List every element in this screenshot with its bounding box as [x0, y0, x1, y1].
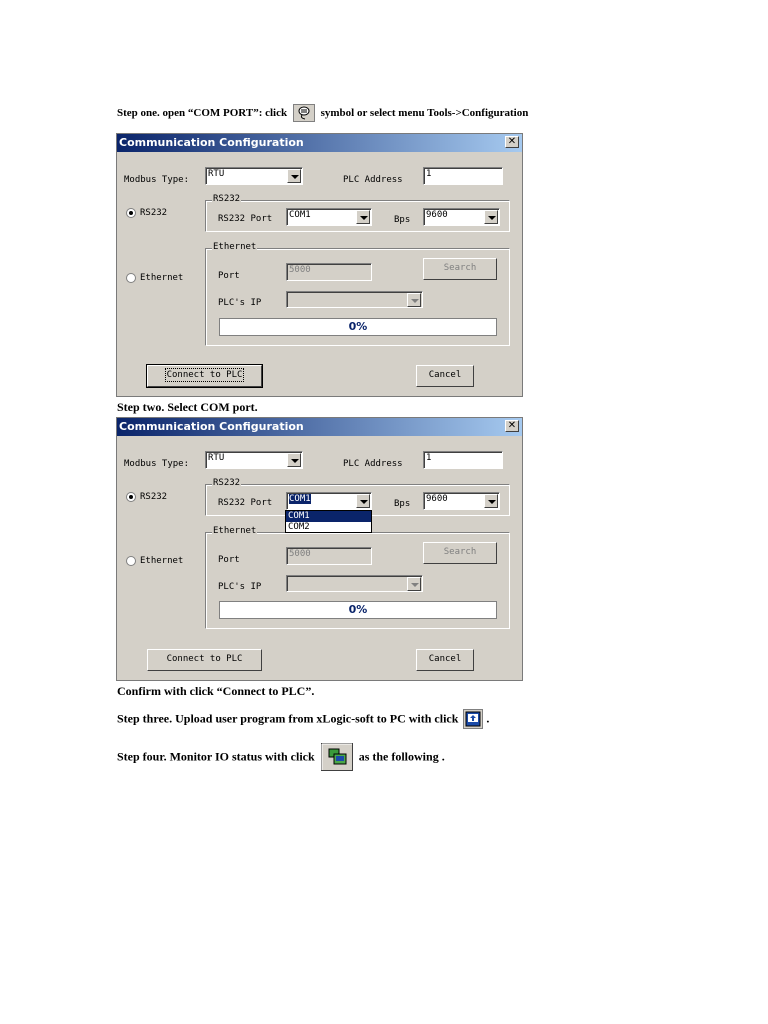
communication-config-dialog: [116, 133, 523, 397]
rs232-group-legend: RS232: [213, 478, 241, 488]
connection-progress: 0%: [219, 318, 497, 336]
dropdown-option-com2[interactable]: COM2: [288, 522, 310, 532]
cancel-button[interactable]: Cancel: [416, 649, 474, 671]
rs232-port-label: RS232 Port: [218, 214, 273, 224]
radio-unselected-icon[interactable]: [126, 273, 136, 283]
ethernet-radio-label: Ethernet: [140, 273, 184, 283]
port-input[interactable]: [286, 547, 372, 565]
plc-address-label: PLC Address: [343, 459, 403, 469]
radio-unselected-icon[interactable]: [126, 556, 136, 566]
chevron-down-icon[interactable]: [407, 577, 421, 591]
chevron-down-icon[interactable]: [356, 494, 370, 508]
plc-ip-label: PLC's IP: [218, 582, 262, 592]
chevron-down-icon[interactable]: [287, 453, 301, 467]
upload-icon[interactable]: [463, 709, 483, 729]
plc-ip-label: PLC's IP: [218, 298, 262, 308]
step-one-text-after: symbol or select menu Tools->Configuration: [320, 107, 529, 119]
connect-to-plc-button[interactable]: [147, 365, 262, 387]
step-two-instruction: Step two. Select COM port.: [117, 400, 258, 414]
plc-address-input[interactable]: [423, 167, 503, 185]
rs232-port-select[interactable]: [286, 492, 372, 510]
step-four-instruction: [117, 743, 445, 771]
modbus-type-value: RTU: [208, 169, 225, 179]
bps-select[interactable]: [423, 492, 500, 510]
close-button[interactable]: ✕: [505, 136, 519, 148]
monitor-io-icon[interactable]: [321, 743, 353, 771]
communication-config-dialog: [116, 417, 523, 681]
port-label: Port: [218, 555, 240, 565]
step-three-text: Step three. Upload user program from xLogic-soft to PC with click: [117, 711, 459, 726]
search-button[interactable]: Search: [423, 542, 497, 564]
modbus-type-select[interactable]: [205, 167, 303, 185]
rs232-port-select[interactable]: [286, 208, 372, 226]
step-four-text-after: as the following .: [358, 749, 445, 764]
connection-progress: 0%: [219, 601, 497, 619]
step-four-text: Step four. Monitor IO status with click: [117, 749, 315, 764]
rs232-port-value: COM1: [289, 494, 311, 504]
rs232-radio-label: RS232: [140, 208, 168, 218]
radio-selected-icon[interactable]: [126, 492, 136, 502]
ethernet-radio[interactable]: [126, 273, 183, 283]
port-label: Port: [218, 271, 240, 281]
step-three-instruction: [117, 709, 489, 729]
modbus-type-select[interactable]: [205, 451, 303, 469]
dialog-title: Communication Configuration: [119, 136, 304, 149]
plc-address-value: 1: [426, 169, 432, 179]
dialog-titlebar: [117, 134, 522, 152]
port-value: 5000: [289, 549, 311, 559]
step-one-text: Step one. open “COM PORT”: click: [117, 107, 288, 119]
dropdown-option-com1[interactable]: COM1: [286, 511, 371, 522]
step-three-text-after: .: [486, 711, 490, 726]
close-button[interactable]: ✕: [505, 420, 519, 432]
radio-selected-icon[interactable]: [126, 208, 136, 218]
ethernet-group-legend: Ethernet: [213, 242, 257, 252]
plc-ip-select[interactable]: [286, 575, 423, 592]
ethernet-group-legend: Ethernet: [213, 526, 257, 536]
port-value: 5000: [289, 265, 311, 275]
chevron-down-icon[interactable]: [407, 293, 421, 307]
bps-value: 9600: [426, 494, 448, 504]
chevron-down-icon[interactable]: [484, 494, 498, 508]
rs232-radio[interactable]: [126, 492, 167, 502]
connect-to-plc-button[interactable]: Connect to PLC: [147, 649, 262, 671]
connect-to-plc-label: Connect to PLC: [166, 370, 243, 380]
ethernet-radio[interactable]: [126, 556, 183, 566]
dialog-title: Communication Configuration: [119, 420, 304, 433]
ethernet-group: [205, 242, 510, 346]
port-input[interactable]: [286, 263, 372, 281]
bps-value: 9600: [426, 210, 448, 220]
bps-label: Bps: [394, 215, 411, 225]
chevron-down-icon[interactable]: [287, 169, 301, 183]
bps-select[interactable]: [423, 208, 500, 226]
com-port-icon[interactable]: [293, 104, 315, 122]
com-port-dropdown-list[interactable]: [285, 510, 372, 533]
rs232-radio[interactable]: [126, 208, 167, 218]
rs232-group-legend: RS232: [213, 194, 241, 204]
search-button[interactable]: Search: [423, 258, 497, 280]
rs232-port-value: COM1: [289, 210, 311, 220]
plc-address-label: PLC Address: [343, 175, 403, 185]
step-one-instruction: [117, 104, 528, 122]
confirm-instruction: Confirm with click “Connect to PLC”.: [117, 684, 315, 698]
modbus-type-value: RTU: [208, 453, 225, 463]
dialog-titlebar: [117, 418, 522, 436]
rs232-radio-label: RS232: [140, 492, 168, 502]
rs232-port-label: RS232 Port: [218, 498, 273, 508]
rs232-group: [205, 194, 510, 232]
plc-ip-select[interactable]: [286, 291, 423, 308]
modbus-type-label: Modbus Type:: [124, 175, 190, 185]
chevron-down-icon[interactable]: [356, 210, 370, 224]
modbus-type-label: Modbus Type:: [124, 459, 190, 469]
chevron-down-icon[interactable]: [484, 210, 498, 224]
bps-label: Bps: [394, 499, 411, 509]
plc-address-input[interactable]: [423, 451, 503, 469]
cancel-button[interactable]: Cancel: [416, 365, 474, 387]
ethernet-radio-label: Ethernet: [140, 556, 184, 566]
plc-address-value: 1: [426, 453, 432, 463]
